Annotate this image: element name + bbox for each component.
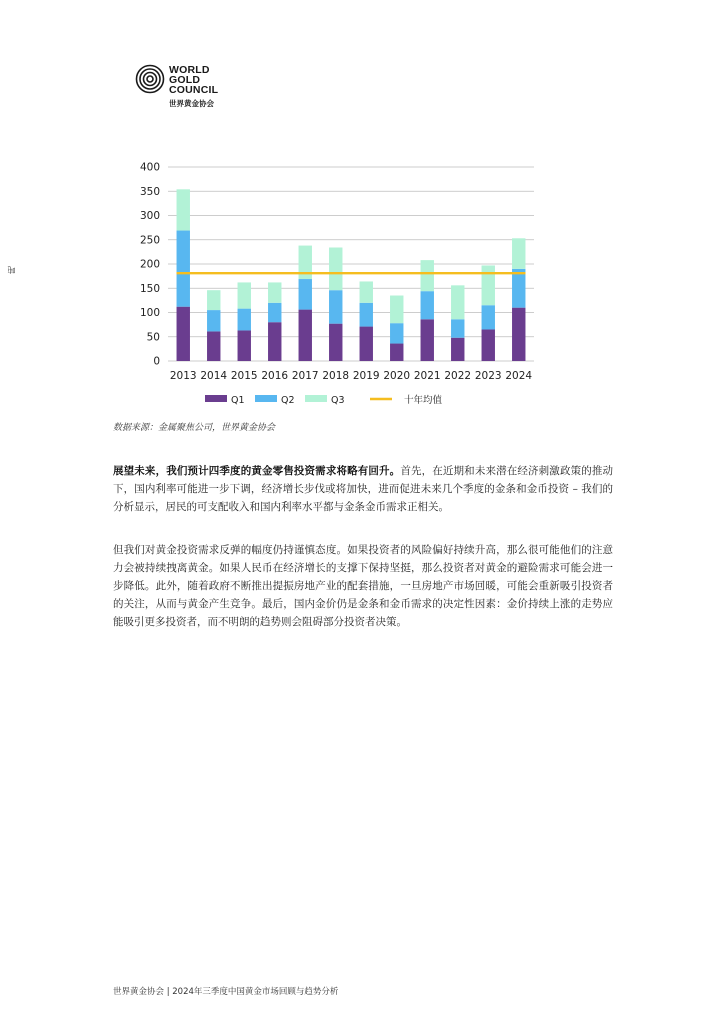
x-tick-label: 2024 <box>505 370 533 382</box>
bar-q1-2014 <box>207 331 220 361</box>
bar-q3-2013 <box>177 189 190 230</box>
bar-q1-2013 <box>177 307 190 361</box>
bar-q1-2024 <box>512 308 525 361</box>
bar-q2-2020 <box>390 323 403 343</box>
bar-q1-2019 <box>360 327 373 361</box>
page-footer: 世界黄金协会 | 2024年三季度中国黄金市场回顾与趋势分析 <box>113 987 339 997</box>
bar-q2-2021 <box>421 291 434 319</box>
bar-q2-2022 <box>451 319 464 337</box>
y-tick-label: 50 <box>146 331 160 344</box>
bar-q3-2020 <box>390 296 403 324</box>
bar-q3-2018 <box>329 248 342 291</box>
y-tick-label: 250 <box>139 234 160 247</box>
y-tick-label: 100 <box>139 307 160 319</box>
bar-q1-2016 <box>268 322 281 361</box>
bar-q3-2022 <box>451 285 464 319</box>
paragraph-caution: 但我们对黄金投资需求反弹的幅度仍持谨慎态度。如果投资者的风险偏好持续升高，那么很可能他们的注意力会被持续拽离黄金。如果人民币在经济增长的支撑下保持坚挺，那么投资者对黄金的避险需求可能会进一步降低。此外，随着政府不断推出提振房地产业的配套措施，一旦房地产市场回暖，可能会重新吸引投资者的关注，从而与黄金产生竞争。最后，国内金价仍是金条和金币需求的决定性因素：金价持续上涨的走势应能吸引更多投资者，而不明朗的趋势则会阻碍部分投资者决策。 <box>113 544 613 628</box>
y-tick-label: 300 <box>139 210 160 222</box>
paragraph-outlook-body: 首先，在近期和未来潜在经济刺激政策的推动下，国内利率可能进一步下调，经济增长步伐或将加快，进而促进未来几个季度的金条和金币投资 – 我们的分析显示，居民的可支配收入和国内利率水平都与金条金币需求正相关。 <box>113 465 614 513</box>
chart-svg <box>110 155 550 415</box>
logo-line-1: WORLD <box>169 64 210 76</box>
x-tick-label: 2021 <box>413 370 441 382</box>
bar-q3-2023 <box>482 265 495 305</box>
bar-q1-2022 <box>451 338 464 361</box>
retail-investment-chart <box>110 155 550 415</box>
legend-swatch-q3 <box>305 395 327 402</box>
bar-q3-2019 <box>360 281 373 302</box>
bar-q2-2023 <box>482 305 495 329</box>
x-tick-label: 2023 <box>474 370 502 382</box>
legend-swatch-q1 <box>205 395 227 402</box>
paragraph-outlook <box>113 462 613 516</box>
y-tick-label: 350 <box>139 185 160 198</box>
bar-q1-2015 <box>238 330 251 361</box>
bar-q2-2019 <box>360 303 373 327</box>
legend-label: Q2 <box>281 395 295 406</box>
x-tick-label: 2018 <box>322 370 350 382</box>
x-tick-label: 2019 <box>352 370 380 382</box>
y-tick-label: 200 <box>139 258 160 271</box>
bar-q3-2024 <box>512 238 525 269</box>
legend-label: Q3 <box>331 395 345 406</box>
bar-q2-2014 <box>207 310 220 331</box>
x-tick-label: 2015 <box>230 370 258 382</box>
bar-q3-2014 <box>207 290 220 310</box>
x-tick-label: 2013 <box>169 370 197 382</box>
data-source-note: 数据来源：金属聚焦公司，世界黄金协会 <box>113 423 276 433</box>
logo-wordmark <box>169 65 218 95</box>
legend-swatch-q2 <box>255 395 277 402</box>
bar-q3-2021 <box>421 260 434 291</box>
bar-q2-2015 <box>238 309 251 331</box>
logo-chinese-name: 世界黄金协会 <box>169 99 214 108</box>
x-tick-label: 2016 <box>261 370 289 382</box>
bar-q2-2013 <box>177 231 190 307</box>
y-tick-label: 400 <box>139 161 160 174</box>
bar-q1-2021 <box>421 319 434 361</box>
paragraph-outlook-lead: 展望未来，我们预计四季度的黄金零售投资需求将略有回升。 <box>113 465 401 477</box>
bar-q1-2017 <box>299 310 312 361</box>
world-gold-council-logo <box>135 64 255 108</box>
bar-q2-2016 <box>268 303 281 322</box>
logo-rings-icon <box>135 64 165 94</box>
bar-q1-2023 <box>482 329 495 361</box>
bar-q2-2018 <box>329 290 342 323</box>
bar-q1-2020 <box>390 344 403 361</box>
logo-line-3: COUNCIL <box>169 84 219 96</box>
y-tick-label: 0 <box>153 355 160 368</box>
x-tick-label: 2022 <box>444 370 472 382</box>
x-tick-label: 2020 <box>383 370 411 382</box>
y-axis-label: 吨 <box>7 266 16 274</box>
logo-line-2: GOLD <box>169 74 201 86</box>
bar-q3-2016 <box>268 282 281 302</box>
bar-q3-2015 <box>238 282 251 308</box>
bar-q1-2018 <box>329 324 342 361</box>
y-tick-label: 150 <box>139 282 160 295</box>
bar-q2-2024 <box>512 269 525 308</box>
legend-label: 十年均值 <box>404 395 443 406</box>
x-tick-label: 2014 <box>200 370 228 382</box>
legend-label: Q1 <box>231 395 245 406</box>
x-tick-label: 2017 <box>291 370 319 382</box>
bar-q2-2017 <box>299 279 312 310</box>
